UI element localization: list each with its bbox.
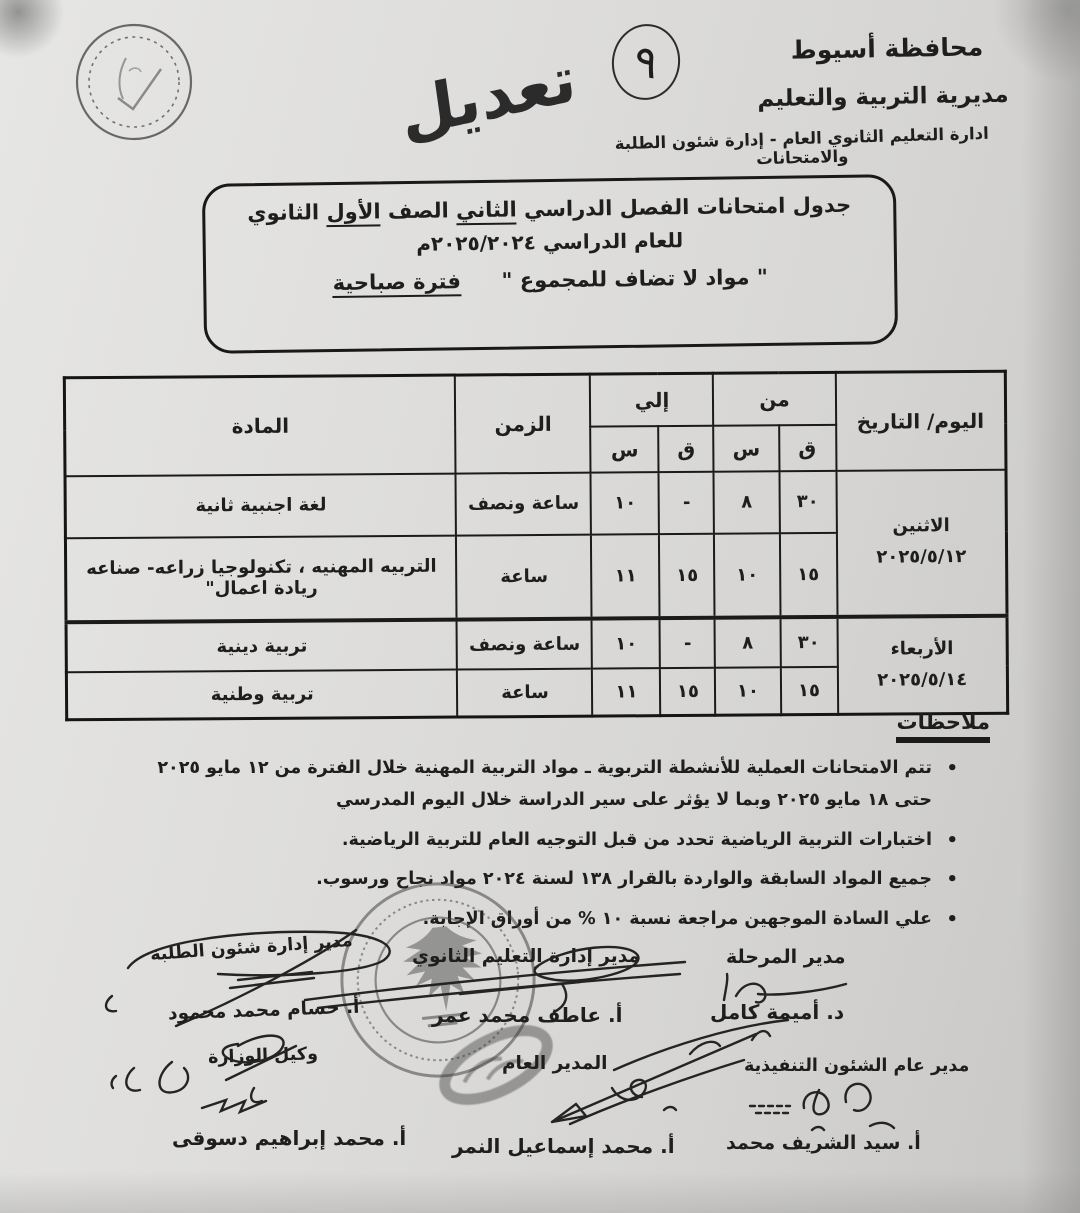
day-name: الاثنين: [892, 515, 950, 537]
to-hours: ١٠: [591, 472, 659, 534]
duration-cell: ساعة: [456, 534, 592, 619]
from-hours: ٨: [715, 617, 780, 667]
from-hours: ١٠: [714, 533, 780, 617]
signature-name: أ. محمد إسماعيل النمر: [452, 1134, 675, 1158]
directorate-title: مديرية التربية والتعليم: [757, 81, 1009, 113]
title-line-2: للعام الدراسي ٢٠٢٥/٢٠٢٤م: [416, 228, 684, 256]
title-mid: الصف: [387, 198, 449, 224]
col-header-to: إلي: [590, 373, 713, 426]
title-grade: الأول: [326, 199, 380, 227]
from-hours: ٨: [714, 471, 779, 533]
note-item: • اختبارات التربية الرياضية تحدد من قبل التوجيه العام للتربية الرياضية.: [132, 824, 962, 856]
from-hours: ١٠: [715, 667, 780, 715]
to-minutes: ١٥: [660, 667, 715, 715]
notes-list: [132, 752, 962, 942]
title-quoted: " مواد لا تضاف للمجموع ": [501, 264, 768, 293]
day-name: الأربعاء: [890, 638, 954, 660]
day-date-cell: [836, 469, 1007, 616]
subject-cell: تربية وطنية: [66, 669, 457, 720]
signature-role: مدير إدارة شئون الطلبة: [149, 930, 354, 966]
signature-role: المدير العام: [502, 1053, 608, 1074]
to-minutes: -: [660, 617, 715, 667]
col-header-to-minutes: ق: [659, 425, 714, 471]
day-date: ٢٠٢٥/٥/١٤: [877, 668, 968, 691]
col-header-day-date: اليوم/ التاريخ: [835, 371, 1006, 470]
signature-scribble: [524, 1026, 764, 1138]
duration-cell: ساعة ونصف: [457, 618, 592, 669]
page-number: ٩: [630, 34, 662, 90]
notes-heading: ملاحظات: [896, 710, 990, 739]
governorate-title: محافظة أسيوط: [790, 32, 984, 65]
note-item: • تتم الامتحانات العملية للأنشطة التربوية ـ مواد التربية المهنية خلال الفترة من ١٢ مايو ٢٠٢٥ حتى ١٨ مايو ٢٠٢٥ وبما لا يؤثر على سير الدراسة خلال اليوم المدرسي: [132, 752, 962, 817]
signature-name: أ. سيد الشريف محمد: [726, 1132, 921, 1154]
subject-cell: تربية دينية: [66, 619, 457, 672]
signature-scribble: [88, 922, 418, 1040]
subject-cell: لغة اجنبية ثانية: [65, 473, 456, 538]
from-minutes: ٣٠: [780, 616, 837, 666]
to-hours: ١١: [592, 668, 660, 716]
title-suffix: الثانوي: [247, 200, 320, 226]
col-header-from-hours: س: [714, 425, 779, 471]
page-number-badge: [606, 19, 685, 105]
title-semester: الثاني: [456, 197, 517, 225]
col-header-from-minutes: ق: [779, 424, 836, 470]
col-header-duration: الزمن: [455, 374, 591, 473]
to-hours: ١١: [591, 534, 660, 618]
signature-role: وكيل الوزارة: [207, 1044, 319, 1068]
duration-cell: ساعة ونصف: [456, 472, 591, 535]
title-prefix: جدول امتحانات الفصل الدراسي: [523, 192, 852, 222]
seal-stamp-graphic: [66, 16, 204, 162]
note-item: • علي السادة الموجهين مراجعة نسبة ١٠ % من أوراق الإجابة.: [132, 903, 962, 935]
day-date: ٢٠٢٥/٥/١٢: [876, 545, 967, 568]
to-hours: ١٠: [592, 618, 660, 668]
signature-name: أ. حسام محمد محمود: [167, 996, 360, 1025]
signature-scribble: [106, 1024, 362, 1142]
title-period: فترة صباحية: [332, 269, 461, 298]
seal-stamp: [66, 16, 204, 162]
col-header-subject: المادة: [64, 375, 456, 476]
signature-name: أ. عاطف محمد عمر: [432, 1003, 623, 1027]
duration-cell: ساعة: [457, 668, 592, 717]
department-line: ادارة التعليم الثانوي العام - إدارة شئون الطلبة والامتحانات: [614, 123, 989, 169]
col-header-to-hours: س: [591, 426, 659, 472]
from-minutes: ١٥: [779, 532, 837, 616]
title-line-1: [205, 192, 893, 226]
from-minutes: ١٥: [780, 666, 837, 714]
col-header-from: من: [713, 372, 835, 425]
exam-schedule-table: [63, 370, 1009, 722]
signature-role: مدير المرحلة: [726, 946, 846, 968]
schedule-title-box: [202, 174, 898, 354]
day-date-cell: [837, 615, 1008, 714]
to-minutes: -: [659, 471, 714, 533]
signature-role: مدير عام الشئون التنفيذية: [744, 1056, 970, 1076]
note-item: • جميع المواد السابقة والواردة بالقرار ١٣٨ لسنة ٢٠٢٤ مواد نجاح ورسوب.: [132, 863, 962, 895]
signature-role: مدير إدارة التعليم الثانوي: [412, 946, 640, 967]
to-minutes: ١٥: [659, 533, 715, 617]
title-line-3: [206, 263, 894, 297]
from-minutes: ٣٠: [779, 470, 836, 532]
subject-cell: التربيه المهنيه ، تكنولوجيا زراعه- صناعه ريادة اعمال": [65, 535, 457, 622]
signature-name: د. أميمة كامل: [710, 1000, 845, 1024]
handwritten-amendment-note: تعديل: [395, 42, 581, 153]
signature-name: أ. محمد إبراهيم دسوقى: [172, 1126, 407, 1150]
